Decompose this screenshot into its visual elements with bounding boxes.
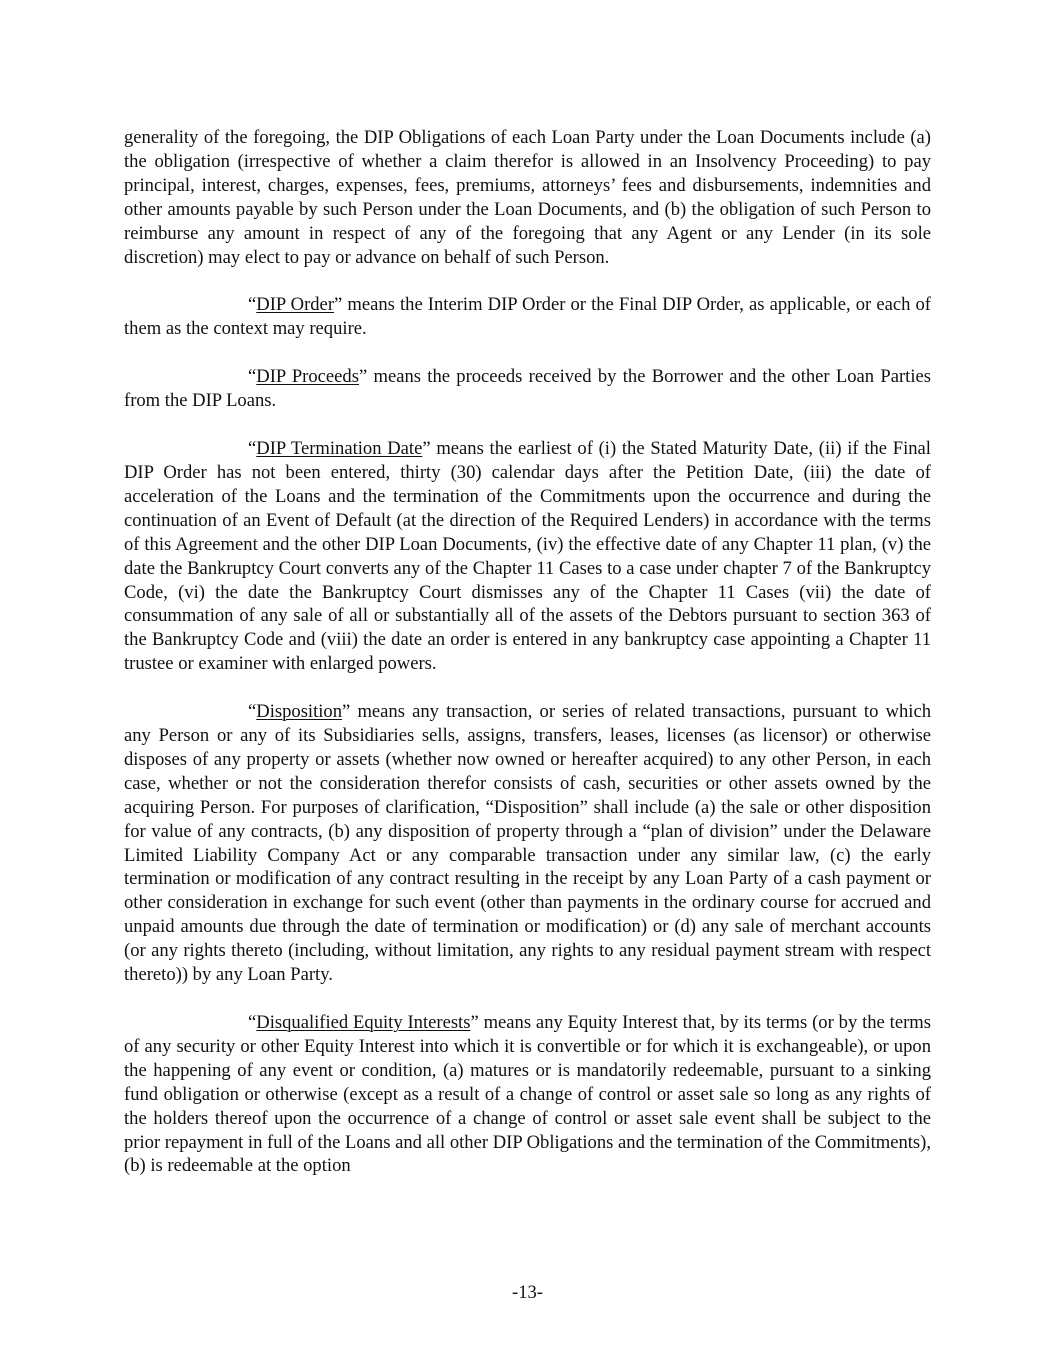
defined-term: Disqualified Equity Interests bbox=[256, 1012, 471, 1033]
definition-disqualified-equity-interests: “Disqualified Equity Interests” means any Equity Interest that, by its terms (or by the terms of any security or other Equity Interest into which it is convertible or for which it is exchangeable), or upon the happening of any event or condition, (a) matures or is mandatorily redeemable, pursuant to a sinking fund obligation or otherwise (except as a result of a change of control or asset sale so long as any rights of the holders thereof upon the occurrence of a change of control or asset sale event shall be subject to the prior repayment in full of the Loans and all other DIP Obligations and the termination of the Commitments), (b) is redeemable at the option bbox=[124, 1012, 931, 1177]
page-number: -13- bbox=[512, 1282, 543, 1303]
paragraph-dip-obligations-continued: generality of the foregoing, the DIP Obligations of each Loan Party under the Loan Documents include (a) the obligation (irrespective of whether a claim therefor is allowed in an Insolvency Proceeding) to pay principal, interest, charges, expenses, fees, premiums, attorneys’ fees and disbursements, indemnities and other amounts payable by such Person under the Loan Documents, and (b) the obligation of such Person to reimburse any amount in respect of any of the foregoing that any Agent or any Lender (in its sole discretion) may elect to pay or advance on behalf of such Person. bbox=[124, 127, 931, 268]
definition-dip-termination-date: “DIP Termination Date” means the earliest of (i) the Stated Maturity Date, (ii) if the Final DIP Order has not been entered, thirty (30) calendar days after the Petition Date, (iii) the date of acceleration of the Loans and the termination of the Commitments upon the occurrence and during the continuation of an Event of Default (at the direction of the Required Lenders) in accordance with the terms of this Agreement and the other DIP Loan Documents, (iv) the effective date of any Chapter 11 plan, (v) the date the Bankruptcy Court converts any of the Chapter 11 Cases to a case under chapter 7 of the Bankruptcy Code, (vi) the date the Bankruptcy Court dismisses any of the Chapter 11 Cases (vii) the date of consummation of any sale of all or substantially all of the assets of the Debtors pursuant to section 363 of the Bankruptcy Code and (viii) the date an order is entered in any bankruptcy case appointing a Chapter 11 trustee or examiner with enlarged powers. bbox=[124, 438, 931, 675]
definition-dip-proceeds: “DIP Proceeds” means the proceeds received by the Borrower and the other Loan Parties from the DIP Loans. bbox=[124, 366, 931, 412]
defined-term: Disposition bbox=[256, 701, 343, 723]
document-body bbox=[124, 126, 931, 1202]
defined-term: DIP Proceeds bbox=[256, 366, 359, 388]
defined-term: DIP Termination Date bbox=[256, 438, 423, 460]
definition-disposition: “Disposition” means any transaction, or series of related transactions, pursuant to which any Person or any of its Subsidiaries sells, assigns, transfers, leases, licenses (as licensor) or otherwise disposes of any property or assets (whether now owned or hereafter acquired) to any other Person, in each case, whether or not the consideration therefor consists of cash, securities or other assets owned by the acquiring Person. For purposes of clarification, “Disposition” shall include (a) the sale or other disposition for value of any contracts, (b) any disposition of property through a “plan of division” under the Delaware Limited Liability Company Act or any comparable transaction under any similar law, (c) the early termination or modification of any contract resulting in the receipt by any Loan Party of a cash payment or other consideration in exchange for such event (other than payments in the ordinary course for accrued and unpaid amounts due through the date of termination or modification) or (d) any sale of merchant accounts (or any rights thereto (including, without limitation, any rights to any residual payment stream with respect thereto)) by any Loan Party. bbox=[124, 701, 931, 986]
definition-dip-order: “DIP Order” means the Interim DIP Order or the Final DIP Order, as applicable, or each of them as the context may require. bbox=[124, 294, 932, 340]
defined-term: DIP Order bbox=[256, 294, 335, 316]
